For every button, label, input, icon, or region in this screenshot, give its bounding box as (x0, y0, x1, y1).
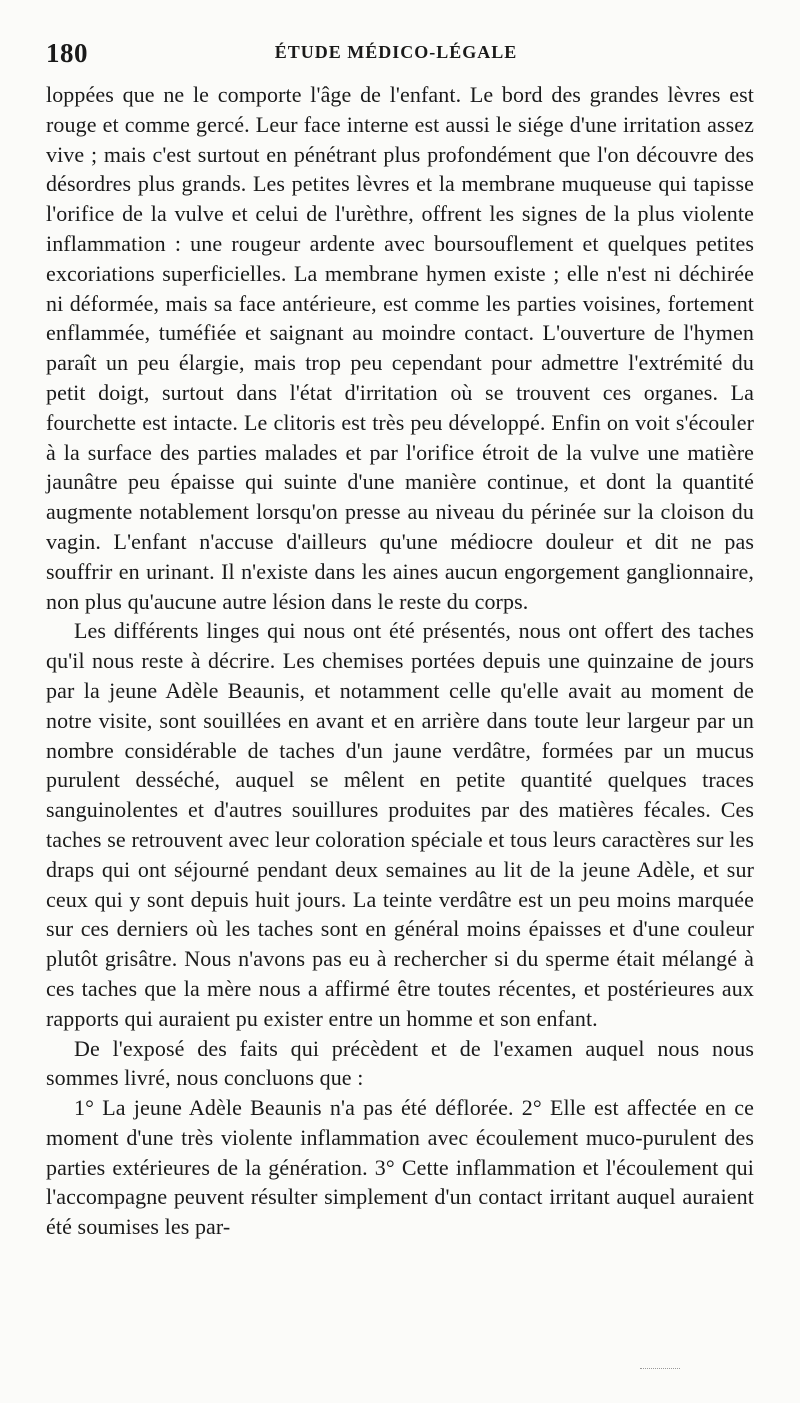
paragraph-conclusions: 1° La jeune Adèle Beaunis n'a pas été déflorée. 2° Elle est affectée en ce moment d'une très violente inflammation avec écoulement muco-purulent des parties extérieures de la génération. 3° Cette inflammation et l'écoulement qui l'accompagne peuvent résulter simplement d'un contact irritant auquel auraient été soumises les par- (46, 1095, 754, 1240)
paragraph-continuation: loppées que ne le comporte l'âge de l'enfant. Le bord des grandes lèvres est rouge et comme gercé. Leur face interne est aussi le siége d'une irritation assez vive ; mais c'est surtout en pénétrant plus profondément que l'on découvre des désordres plus grands. Les petites lèvres et la membrane muqueuse qui tapisse l'orifice de la vulve et celui de l'urèthre, offrent les signes de la plus violente inflammation : une rougeur ardente avec boursouflement et quelques petites excoriations superficielles. La membrane hymen existe ; elle n'est ni déchirée ni déformée, mais sa face antérieure, est comme les parties voisines, fortement enflammée, tuméfiée et saignant au moindre contact. L'ouverture de l'hymen paraît un peu élargie, mais trop peu cependant pour admettre l'extrémité du petit doigt, surtout dans l'état d'irritation où se trouvent ces organes. La fourchette est intacte. Le clitoris est très peu développé. Enfin on voit s'écouler à la surface des parties malades et par l'orifice étroit de la vulve une matière jaunâtre peu épaisse qui suinte d'une manière continue, et dont la quantité augmente notablement lorsqu'on presse au niveau du périnée sur la cloison du vagin. L'enfant n'accuse d'ailleurs qu'une médiocre douleur et dit ne pas souffrir en urinant. Il n'existe dans les aines aucun engorgement ganglionnaire, non plus qu'aucune autre lésion dans le reste du corps. (46, 82, 754, 614)
page-number: 180 (46, 38, 88, 68)
print-mark (640, 1368, 680, 1371)
body-text (46, 80, 754, 1242)
paragraph-stains: Les différents linges qui nous ont été présentés, nous ont offert des taches qu'il nous reste à décrire. Les chemises portées depuis une quinzaine de jours par la jeune Adèle Beaunis, et notamment celle qu'elle avait au moment de notre visite, sont souillées en avant et en arrière dans toute leur largeur par un nombre considérable de taches d'un jaune verdâtre, formées par un mucus purulent desséché, auquel se mêlent en petite quantité quelques traces sanguinolentes et d'autres souillures produites par des matières fécales. Ces taches se retrouvent avec leur coloration spéciale et tous leurs caractères sur les draps qui ont séjourné pendant deux semaines au lit de la jeune Adèle, et sur ceux qui y sont depuis huit jours. La teinte verdâtre est un peu moins marquée sur ces derniers où les taches sont en général moins épaisses et d'une couleur plutôt grisâtre. Nous n'avons pas eu à rechercher si du sperme était mélangé à ces taches que la mère nous a affirmé être toutes récentes, et postérieures aux rapports qui auraient pu exister entre un homme et son enfant. (46, 618, 754, 1031)
paragraph-conclusion-intro: De l'exposé des faits qui précèdent et de l'examen auquel nous nous sommes livré, nous concluons que : (46, 1035, 754, 1091)
running-head (46, 38, 746, 74)
running-title: ÉTUDE MÉDICO-LÉGALE (274, 42, 518, 62)
